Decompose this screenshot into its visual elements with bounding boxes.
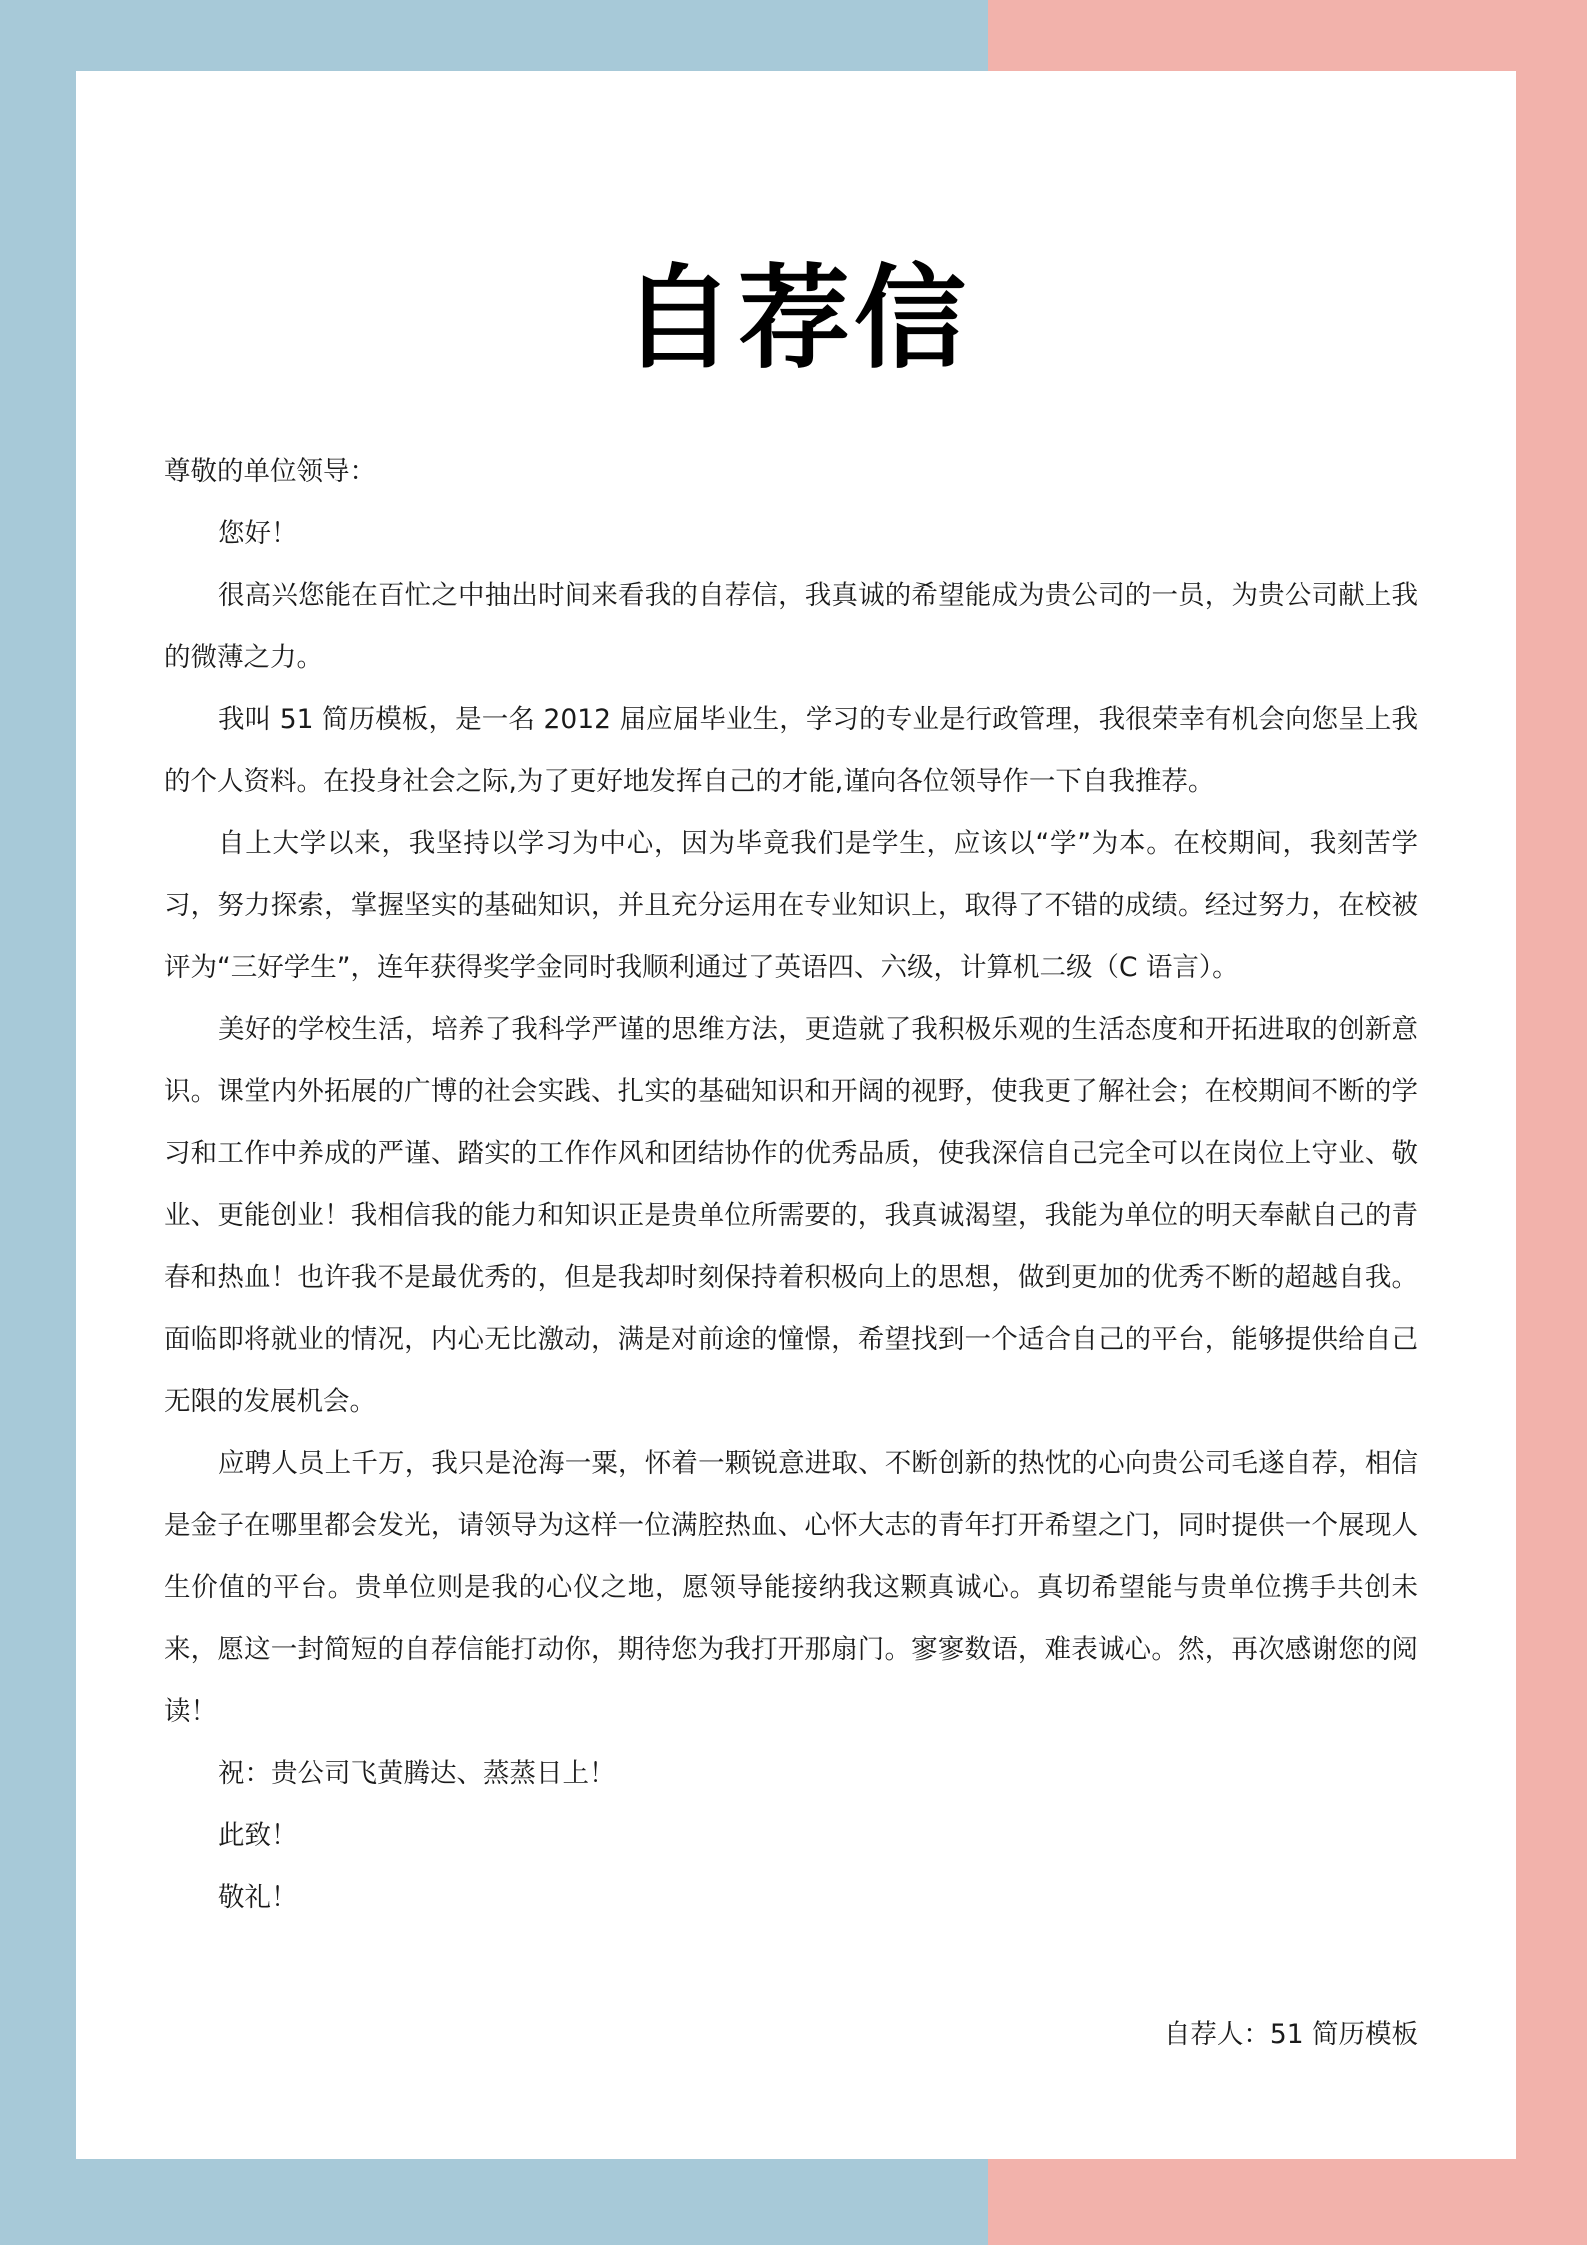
closing-line: 此致！	[218, 1820, 298, 1851]
body-paragraph: 我叫 51 简历模板，是一名 2012 届应届毕业生，学习的专业是行政管理，我很荣幸有机会向您呈上我的个人资料。在投身社会之际,为了更好地发挥自己的才能,谨向各位领导作一下自我推荐。	[164, 704, 1418, 797]
body-paragraph: 很高兴您能在百忙之中抽出时间来看我的自荐信，我真诚的希望能成为贵公司的一员，为贵公司献上我的微薄之力。	[164, 580, 1418, 673]
salutation: 尊敬的单位领导：	[164, 456, 376, 487]
greeting: 您好！	[218, 518, 298, 549]
signature: 自荐人：51 简历模板	[1163, 2019, 1418, 2050]
body-paragraph: 美好的学校生活，培养了我科学严谨的思维方法，更造就了我积极乐观的生活态度和开拓进取的创新意识。课堂内外拓展的广博的社会实践、扎实的基础知识和开阔的视野，使我更了解社会；在校期间不断的学习和工作中养成的严谨、踏实的工作作风和团结协作的优秀品质，使我深信自己完全可以在岗位上守业、敬业、更能创业！我相信我的能力和知识正是贵单位所需要的，我真诚渴望，我能为单位的明天奉献自己的青春和热血！也许我不是最优秀的，但是我却时刻保持着积极向上的思想，做到更加的优秀不断的超越自我。面临即将就业的情况，内心无比激动，满是对前途的憧憬，希望找到一个适合自己的平台，能够提供给自己无限的发展机会。	[164, 1014, 1418, 1417]
body-paragraph: 应聘人员上千万，我只是沧海一粟，怀着一颗锐意进取、不断创新的热忱的心向贵公司毛遂自荐，相信是金子在哪里都会发光，请领导为这样一位满腔热血、心怀大志的青年打开希望之门，同时提供一个展现人生价值的平台。贵单位则是我的心仪之地，愿领导能接纳我这颗真诚心。真切希望能与贵单位携手共创未来，愿这一封简短的自荐信能打动你，期待您为我打开那扇门。寥寥数语，难表诚心。然，再次感谢您的阅读！	[164, 1448, 1418, 1727]
letter-title: 自荐信	[622, 254, 970, 384]
letter-paper	[76, 71, 1516, 2159]
wish-line: 祝：贵公司飞黄腾达、蒸蒸日上！	[218, 1758, 616, 1789]
body-paragraph: 自上大学以来，我坚持以学习为中心，因为毕竟我们是学生，应该以“学”为本。在校期间，我刻苦学习，努力探索，掌握坚实的基础知识，并且充分运用在专业知识上，取得了不错的成绩。经过努力，在校被评为“三好学生”，连年获得奖学金同时我顺利通过了英语四、六级，计算机二级（C 语言）。	[164, 828, 1418, 983]
closing-line: 敬礼！	[218, 1882, 298, 1913]
letter-body	[164, 441, 1418, 1929]
